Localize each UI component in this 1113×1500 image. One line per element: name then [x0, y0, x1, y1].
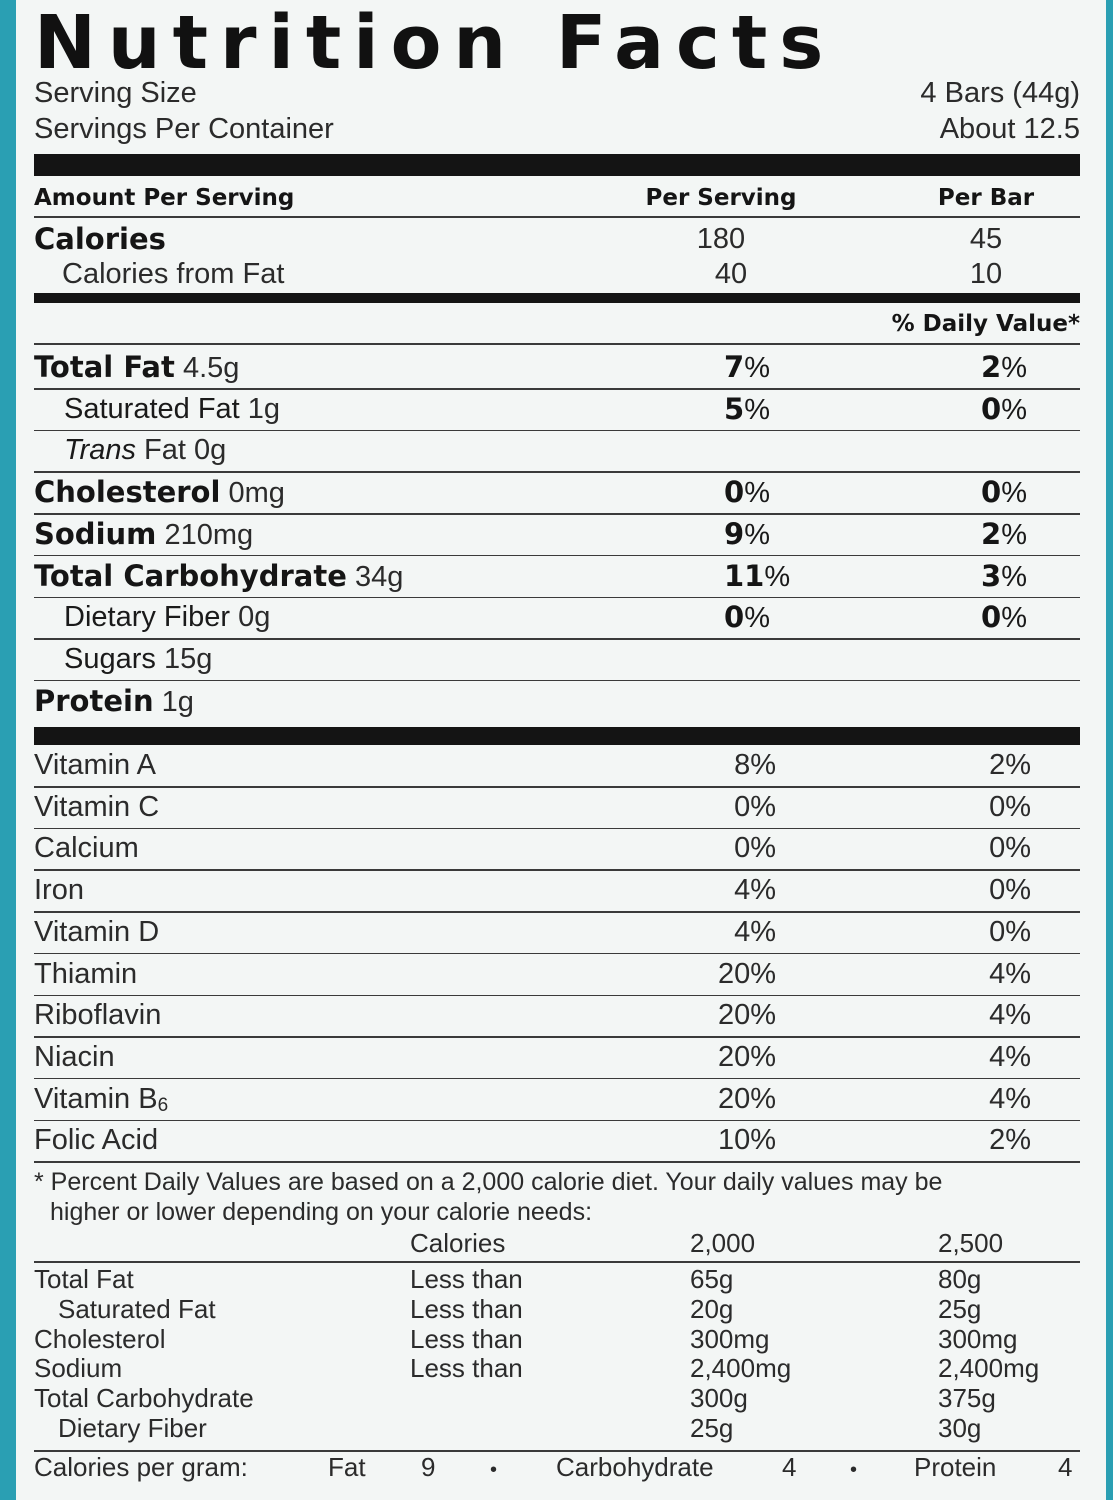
reference-nutrient-name: Cholesterol [34, 1323, 166, 1354]
vitamin-name [34, 873, 84, 907]
vitamin-label: Vitamin B [34, 1082, 158, 1115]
amount-per-serving-header: Amount Per Serving [34, 185, 295, 211]
vitamin-per-bar: 4% [989, 999, 1031, 1032]
label-title: Nutrition Facts [34, 0, 836, 86]
divider [34, 471, 1080, 473]
daily-value-per-bar: 0% [981, 600, 1027, 635]
vitamin-name [34, 790, 159, 824]
nutrient-name: Sugars [64, 642, 156, 675]
vitamin-name [34, 998, 161, 1032]
vitamin-label: Vitamin D [34, 915, 160, 948]
vitamin-label: Calcium [34, 832, 139, 865]
reference-nutrient-name: Sodium [34, 1353, 123, 1384]
vitamin-label: Riboflavin [34, 999, 162, 1032]
vitamin-per-serving: 20% [717, 999, 776, 1032]
reference-qualifier: Less than [410, 1293, 523, 1324]
vitamin-subscript: 6 [157, 1094, 169, 1116]
reference-nutrient-name: Saturated Fat [58, 1293, 216, 1324]
vitamin-per-bar: 2% [989, 1124, 1031, 1157]
vitamin-name [34, 1123, 158, 1157]
vitamin-name [34, 831, 139, 865]
reference-2500-value: 30g [938, 1413, 982, 1443]
divider [34, 430, 1080, 432]
thick-divider [34, 154, 1080, 176]
reference-2000-value: 20g [690, 1293, 734, 1324]
daily-value-per-serving: 7% [724, 350, 770, 384]
daily-value-per-serving: 5% [724, 391, 770, 426]
vitamin-label: Iron [34, 874, 84, 907]
vitamin-per-bar: 0% [989, 874, 1031, 907]
daily-value-per-serving: 0% [724, 600, 770, 635]
divider [34, 1261, 1080, 1263]
nutrient-amount: 4.5g [182, 352, 240, 384]
nutrient-name: Sodium [34, 516, 157, 551]
reference-2000-value: 2,400mg [690, 1353, 792, 1384]
daily-value-header: % Daily Value* [891, 311, 1080, 337]
divider [34, 869, 1080, 871]
nutrient-amount: 34g [354, 560, 404, 593]
daily-value-per-bar: 3% [981, 558, 1027, 593]
nutrient-amount: 0g [238, 601, 271, 634]
fat-value: 9 [421, 1452, 436, 1482]
reference-2500-value: 375g [938, 1383, 996, 1414]
daily-value-per-serving: 9% [724, 516, 770, 551]
daily-value-per-serving: 0% [724, 475, 770, 510]
nutrient-row [34, 350, 239, 385]
reference-nutrient-name: Total Fat [34, 1264, 134, 1294]
daily-value-number: 3 [981, 558, 1002, 593]
reference-qualifier: Less than [410, 1264, 523, 1294]
divider [34, 343, 1080, 345]
nutrient-amount: 15g [163, 642, 213, 675]
daily-value-number: 0 [724, 600, 745, 635]
daily-value-per-bar: 0% [981, 475, 1027, 510]
vitamin-per-bar: 2% [989, 749, 1031, 781]
divider [34, 1078, 1080, 1080]
vitamin-per-serving: 10% [717, 1124, 776, 1157]
vitamin-per-bar: 4% [989, 1040, 1031, 1073]
nutrient-row [64, 392, 280, 426]
vitamin-label: Vitamin A [34, 749, 156, 781]
reference-nutrient-name: Dietary Fiber [58, 1413, 207, 1443]
calories-from-fat-per-bar: 10 [969, 258, 1003, 290]
reference-2000-value: 300g [690, 1383, 748, 1414]
divider [34, 216, 1080, 218]
vitamin-label: Thiamin [34, 957, 138, 990]
divider [34, 1161, 1080, 1163]
vitamin-name [34, 957, 137, 991]
nutrient-row [64, 433, 226, 467]
footnote-line-1: * Percent Daily Values are based on a 2,000 calorie diet. Your daily values may be [34, 1168, 943, 1196]
footnote-line-2: higher or lower depending on your calorie needs: [50, 1198, 593, 1226]
nutrient-row [34, 559, 403, 594]
daily-value-number: 0 [981, 475, 1002, 510]
medium-divider [34, 293, 1080, 303]
nutrient-amount: 210mg [164, 518, 254, 551]
calories-from-fat-label: Calories from Fat [62, 258, 285, 290]
vitamin-per-serving: 0% [734, 790, 776, 823]
daily-value-number: 2 [981, 516, 1002, 551]
nutrient-row [64, 600, 270, 634]
daily-value-per-bar: 2% [981, 350, 1027, 384]
reference-2500-value: 25g [938, 1293, 982, 1324]
nutrient-name: Trans [64, 434, 136, 467]
daily-value-number: 9 [724, 516, 745, 551]
vitamin-per-bar: 0% [989, 790, 1031, 823]
vitamin-per-serving: 20% [717, 957, 776, 990]
divider [34, 388, 1080, 390]
vitamin-per-serving: 20% [717, 1082, 776, 1115]
vitamin-label: Vitamin C [34, 790, 160, 823]
separator-dot: • [850, 1459, 858, 1481]
daily-value-per-bar: 2% [981, 516, 1027, 551]
divider [34, 680, 1080, 682]
calories-per-bar: 45 [969, 223, 1003, 255]
divider [34, 513, 1080, 515]
nutrient-name: Total Fat [34, 350, 175, 384]
vitamin-name [34, 1082, 168, 1123]
servings-per-container-label: Servings Per Container [34, 113, 334, 145]
nutrient-name: Cholesterol [34, 475, 221, 510]
vitamin-name [34, 1040, 115, 1074]
divider [34, 911, 1080, 913]
serving-size-label: Serving Size [34, 77, 197, 109]
calories-label: Calories [34, 222, 166, 256]
vitamin-label: Folic Acid [34, 1124, 159, 1157]
divider [34, 597, 1080, 599]
vitamin-label: Niacin [34, 1040, 115, 1073]
nutrient-row [34, 684, 194, 719]
nutrient-row [64, 642, 212, 676]
nutrient-amount: 1g [247, 392, 281, 425]
reference-2000-value: 300mg [690, 1323, 770, 1354]
divider [34, 555, 1080, 557]
nutrient-name: Saturated Fat [64, 392, 240, 425]
daily-value-per-bar: 0% [981, 391, 1027, 426]
daily-value-number: 5 [724, 391, 745, 426]
calories-from-fat-per-serving: 40 [714, 258, 748, 290]
reference-2500-value: 2,400mg [938, 1353, 1040, 1384]
carbohydrate-label: Carbohydrate [556, 1452, 714, 1482]
reference-nutrient-name: Total Carbohydrate [34, 1383, 254, 1414]
divider [34, 953, 1080, 955]
protein-label: Protein [914, 1452, 997, 1482]
footnote-calories-label: Calories [410, 1228, 506, 1258]
calories-per-gram-label: Calories per gram: [34, 1452, 248, 1482]
daily-value-number: 0 [724, 475, 745, 510]
per-serving-header: Per Serving [645, 185, 797, 211]
divider [34, 638, 1080, 640]
thick-divider [34, 727, 1080, 745]
nutrient-name: Total Carbohydrate [34, 558, 347, 593]
vitamin-per-serving: 4% [734, 874, 776, 907]
divider [34, 828, 1080, 830]
serving-size-value: 4 Bars (44g) [920, 77, 1080, 109]
nutrient-name: Dietary Fiber [64, 601, 230, 634]
nutrient-amount: 1g [161, 685, 194, 718]
daily-value-number: 2 [981, 350, 1002, 384]
nutrient-amount: 0mg [228, 477, 285, 510]
vitamin-per-serving: 4% [734, 915, 776, 948]
reference-2500-value: 300mg [938, 1323, 1018, 1354]
daily-value-number: 0 [981, 391, 1002, 426]
daily-value-number: 11 [724, 558, 765, 593]
daily-value-number: 0 [981, 600, 1002, 635]
vitamin-per-bar: 4% [989, 957, 1031, 990]
per-bar-header: Per Bar [937, 185, 1035, 211]
nutrient-row [34, 517, 253, 552]
footnote-2500-header: 2,500 [938, 1228, 1004, 1258]
vitamin-name [34, 748, 156, 782]
reference-2000-value: 65g [690, 1264, 734, 1294]
reference-qualifier: Less than [410, 1323, 523, 1354]
calories-per-serving: 180 [696, 223, 746, 255]
divider [34, 1120, 1080, 1122]
fat-label: Fat [328, 1452, 366, 1482]
vitamin-per-serving: 0% [734, 832, 776, 865]
nutrient-row [34, 475, 285, 510]
divider [34, 1036, 1080, 1038]
divider [34, 995, 1080, 997]
vitamin-name [34, 915, 159, 949]
protein-value: 4 [1058, 1452, 1073, 1482]
nutrition-label [16, 0, 1106, 1500]
vitamin-per-serving: 20% [717, 1040, 776, 1073]
reference-2500-value: 80g [938, 1264, 982, 1294]
vitamin-per-bar: 0% [989, 832, 1031, 865]
vitamin-per-bar: 4% [989, 1082, 1031, 1115]
servings-per-container-value: About 12.5 [939, 113, 1080, 145]
daily-value-number: 7 [724, 350, 745, 384]
footnote-2000-header: 2,000 [690, 1228, 756, 1258]
reference-2000-value: 25g [690, 1413, 734, 1443]
nutrient-name: Protein [34, 683, 154, 718]
reference-qualifier: Less than [410, 1353, 523, 1384]
carbohydrate-value: 4 [782, 1452, 797, 1482]
nutrient-amount: Fat 0g [144, 434, 227, 467]
daily-value-per-serving: 11% [724, 558, 791, 593]
separator-dot: • [490, 1459, 498, 1481]
vitamin-per-bar: 0% [989, 915, 1031, 948]
divider [34, 786, 1080, 788]
vitamin-per-serving: 8% [734, 749, 776, 781]
